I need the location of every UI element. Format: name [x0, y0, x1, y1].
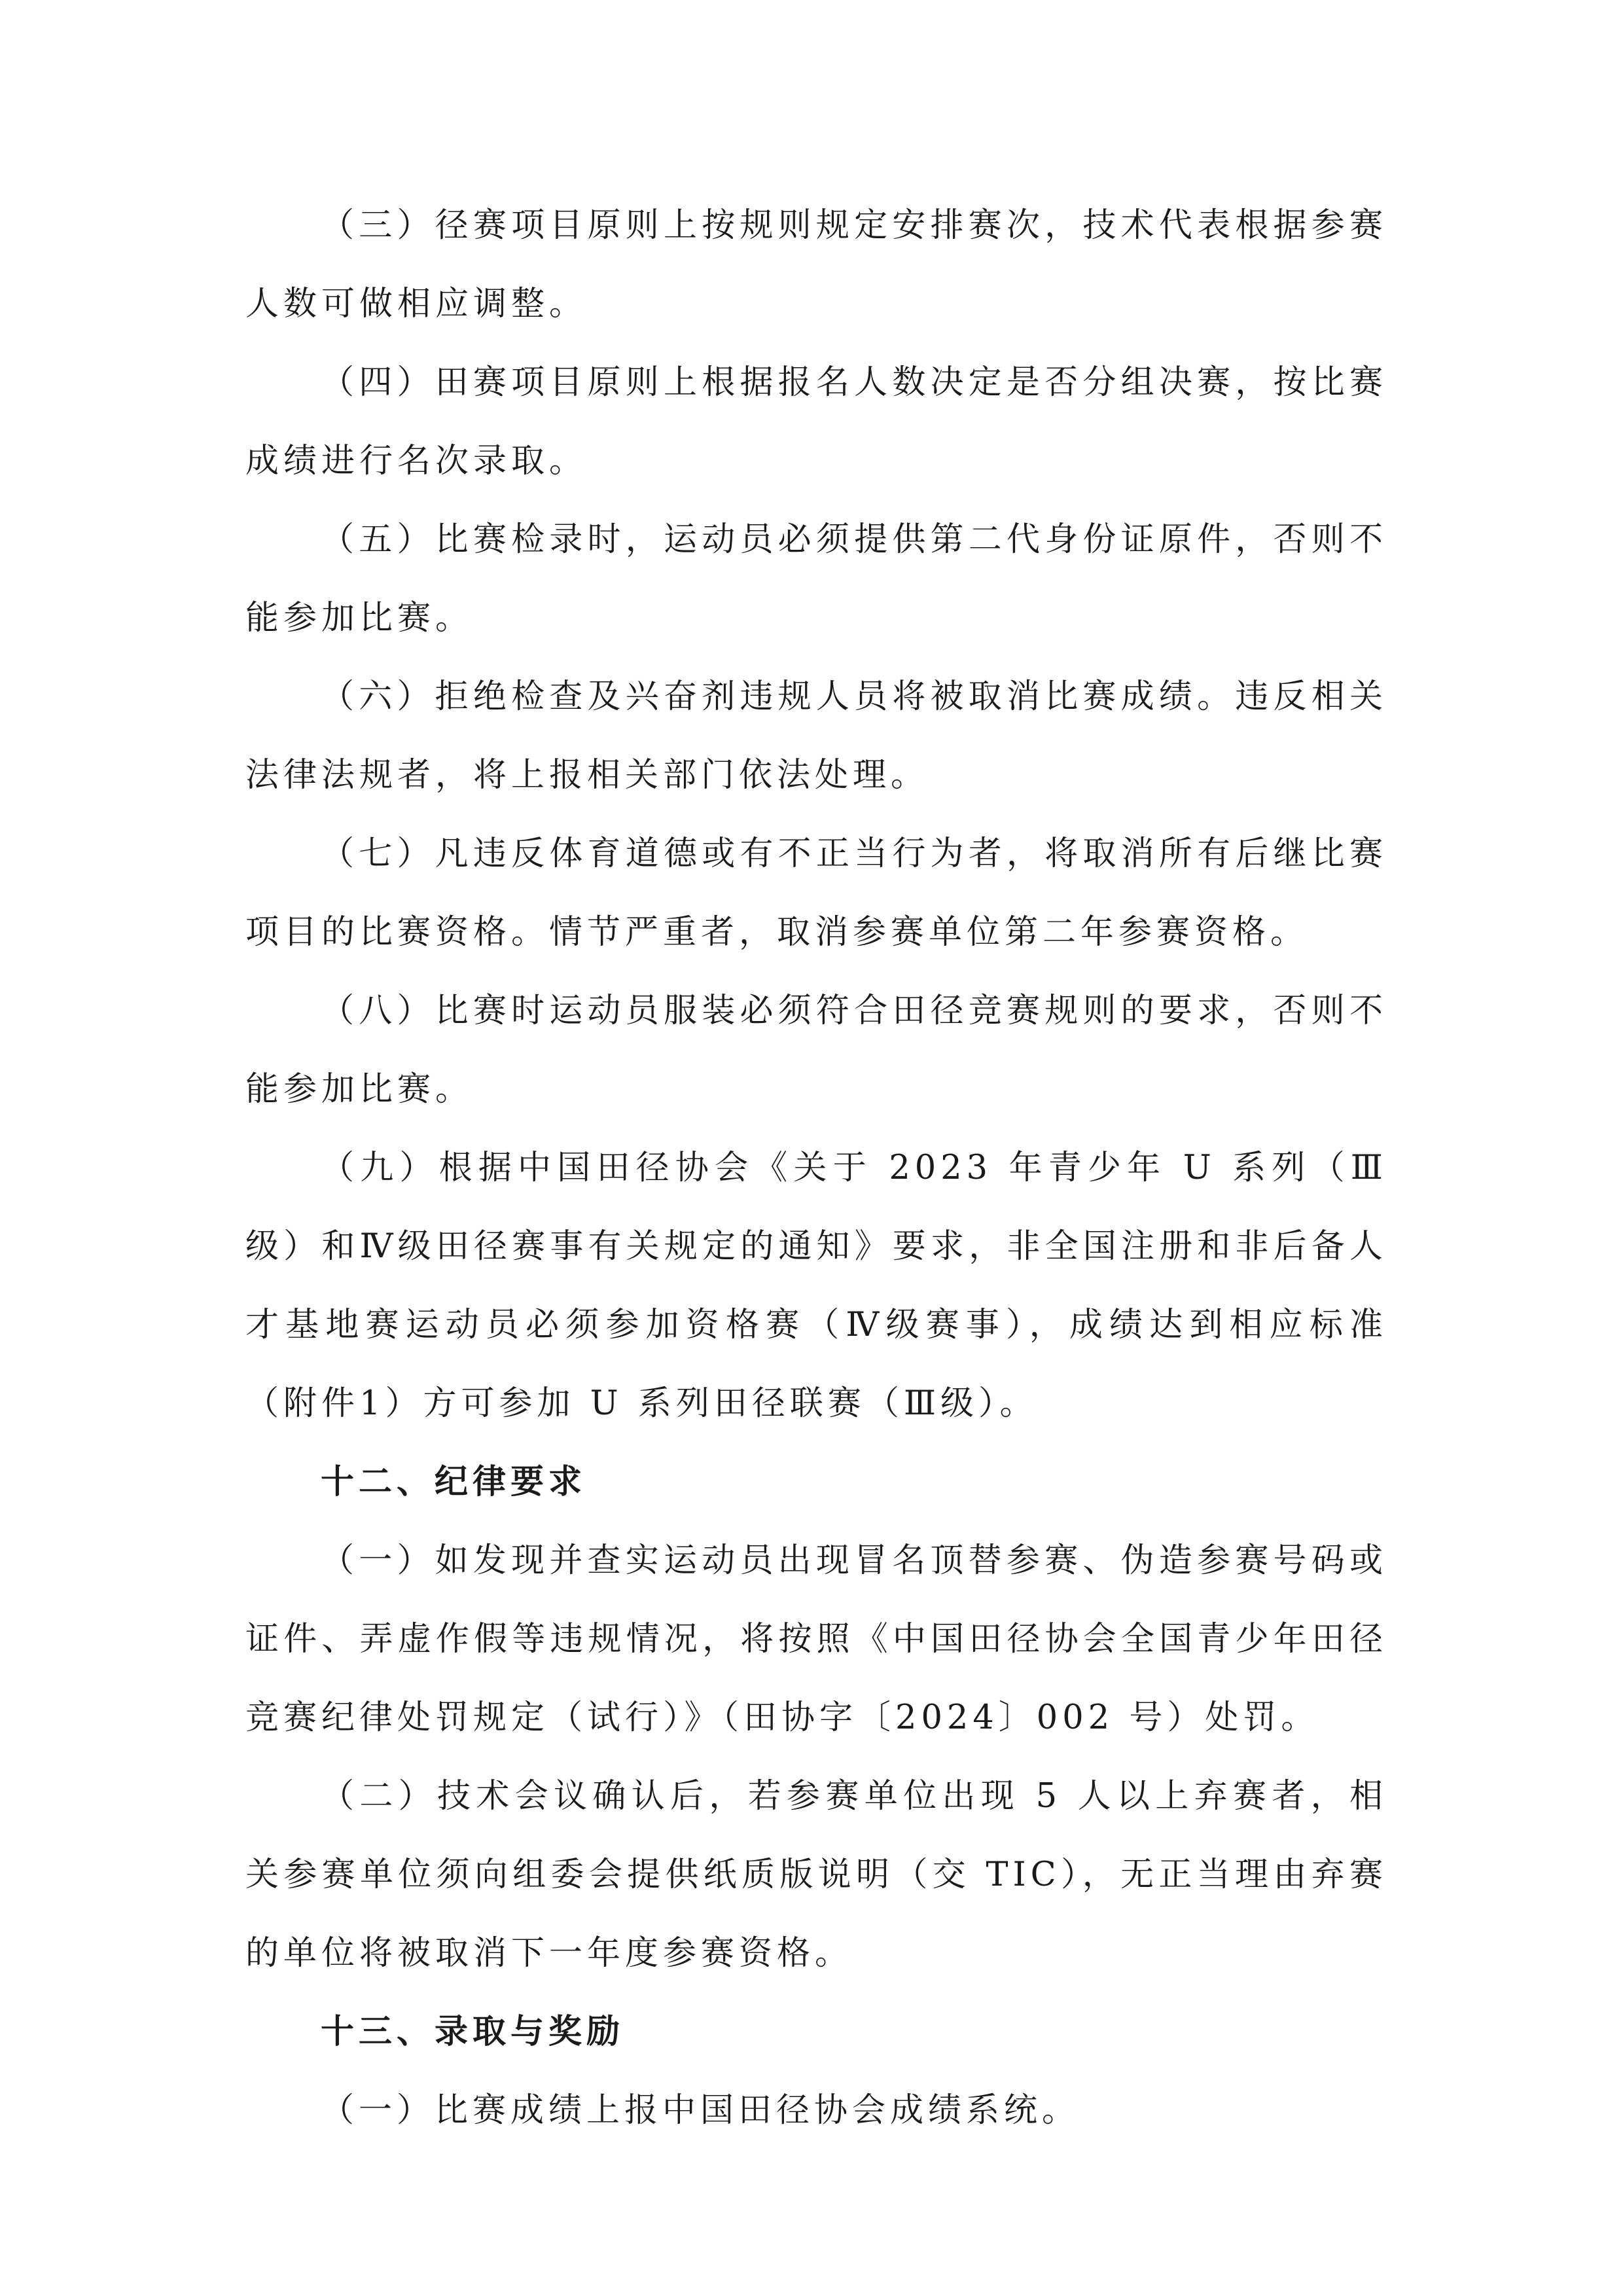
paragraph-9: （九）根据中国田径协会《关于 2023 年青少年 U 系列（Ⅲ级）和Ⅳ级田径赛事有关规定的通知》要求，非全国注册和非后备人才基地赛运动员必须参加资格赛（Ⅳ级赛事），成绩达到相应标准（附件1）方可参加 U 系列田径联赛（Ⅲ级）。 [245, 1149, 1387, 1423]
paragraph-8: （八）比赛时运动员服装必须符合田径竞赛规则的要求，否则不能参加比赛。 [245, 992, 1387, 1109]
paragraph-6: （六）拒绝检查及兴奋剂违规人员将被取消比赛成绩。违反相关法律法规者，将上报相关部门依法处理。 [245, 677, 1387, 795]
paragraph-5: （五）比赛检录时，运动员必须提供第二代身份证原件，否则不能参加比赛。 [245, 520, 1387, 637]
paragraph-12-2: （二）技术会议确认后，若参赛单位出现 5 人以上弃赛者，相关参赛单位须向组委会提供纸质版说明（交 TIC），无正当理由弃赛的单位将被取消下一年度参赛资格。 [245, 1777, 1387, 1973]
paragraph-7: （七）凡违反体育道德或有不正当行为者，将取消所有后继比赛项目的比赛资格。情节严重者，取消参赛单位第二年参赛资格。 [245, 834, 1387, 952]
document-body [245, 187, 1387, 2150]
section-heading-12: 十二、纪律要求 [321, 1463, 587, 1501]
paragraph-12-1: （一）如发现并查实运动员出现冒名顶替参赛、伪造参赛号码或证件、弄虚作假等违规情况，将按照《中国田径协会全国青少年田径竞赛纪律处罚规定（试行）》（田协字〔2024〕002 号）处罚。 [245, 1541, 1387, 1737]
paragraph-4: （四）田赛项目原则上根据报名人数决定是否分组决赛，按比赛成绩进行名次录取。 [245, 363, 1387, 480]
section-heading-13: 十三、录取与奖励 [321, 2013, 625, 2051]
paragraph-13-1: （一）比赛成绩上报中国田径协会成绩系统。 [321, 2091, 1080, 2130]
paragraph-3: （三）径赛项目原则上按规则规定安排赛次，技术代表根据参赛人数可做相应调整。 [245, 206, 1387, 323]
